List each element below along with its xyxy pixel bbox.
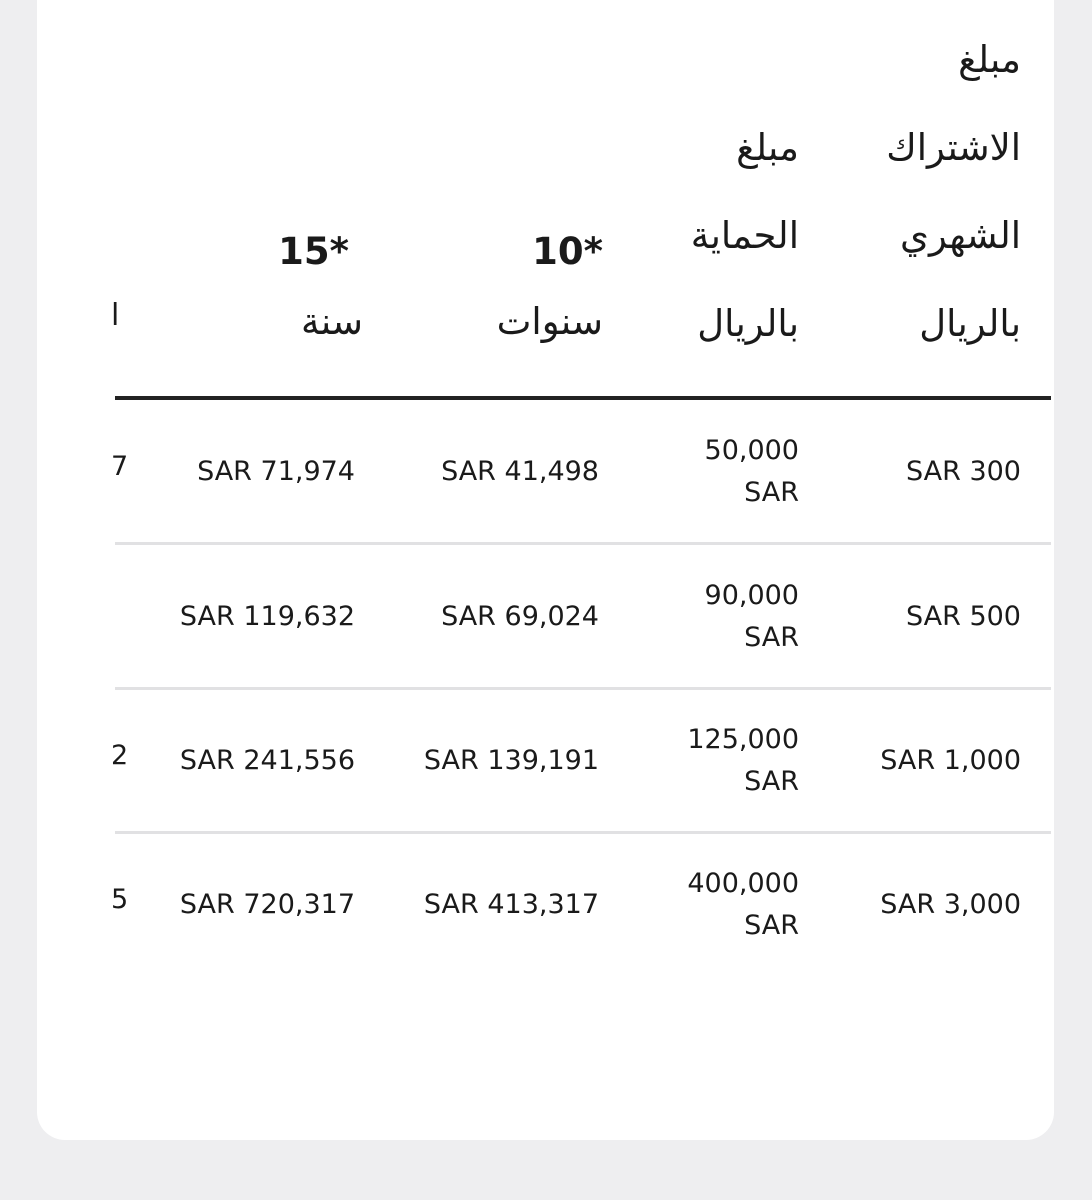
- header-protection-line-3: بالريال: [697, 302, 799, 345]
- row-monthly-cell: SAR 300: [906, 456, 1021, 487]
- row-divider: [115, 542, 1051, 545]
- header-fifteen-years-number: 15*: [278, 230, 349, 273]
- row-monthly-cell: SAR 3,000: [880, 889, 1021, 920]
- row-protection-currency: SAR: [744, 910, 799, 941]
- row-protection-currency: SAR: [744, 477, 799, 508]
- row-protection-cell: [649, 719, 799, 803]
- header-ten-years-number: 10*: [532, 230, 603, 273]
- header-fifteen-years-word: سنة: [300, 300, 363, 343]
- row-monthly-cell: SAR 1,000: [880, 745, 1021, 776]
- row-protection-cell: [649, 430, 799, 514]
- row-protection-cell: [649, 575, 799, 659]
- comparison-table[interactable]: [111, 0, 1051, 1060]
- header-protection-line-2: الحماية: [690, 214, 799, 257]
- table-card: [37, 0, 1054, 1140]
- row-protection-currency: SAR: [744, 766, 799, 797]
- header-protection-amount: [619, 104, 799, 368]
- row-ten-years-cell: SAR 413,317: [423, 889, 599, 920]
- row-protection-cell: [649, 863, 799, 947]
- header-monthly-line-2: الاشتراك: [886, 126, 1021, 169]
- row-monthly-cell: SAR 500: [906, 601, 1021, 632]
- header-monthly-line-3: الشهري: [900, 214, 1021, 257]
- row-protection-amount: 125,000: [687, 724, 799, 755]
- row-divider: [115, 687, 1051, 690]
- row-divider: [115, 831, 1051, 834]
- header-monthly-amount: [821, 16, 1021, 368]
- row-ten-years-cell: SAR 41,498: [441, 456, 599, 487]
- row-fifteen-years-cell: SAR 71,974: [197, 456, 355, 487]
- header-monthly-line-4: بالريال: [919, 302, 1021, 345]
- row-ten-years-cell: SAR 139,191: [423, 745, 599, 776]
- row-protection-amount: 400,000: [687, 868, 799, 899]
- row-fifteen-years-cell: SAR 119,632: [179, 601, 355, 632]
- row-cut-off-value: 2: [111, 740, 129, 771]
- header-ten-years-word: سنوات: [496, 300, 603, 343]
- row-fifteen-years-cell: SAR 241,556: [179, 745, 355, 776]
- header-cut-off-fragment: ا: [111, 298, 120, 333]
- row-fifteen-years-cell: SAR 720,317: [179, 889, 355, 920]
- row-ten-years-cell: SAR 69,024: [441, 601, 599, 632]
- row-protection-currency: SAR: [744, 622, 799, 653]
- header-bottom-border: [115, 396, 1051, 400]
- row-protection-amount: 50,000: [704, 435, 799, 466]
- header-monthly-line-1: مبلغ: [958, 38, 1021, 81]
- header-protection-line-1: مبلغ: [736, 126, 799, 169]
- row-cut-off-value: 5: [111, 884, 129, 915]
- row-protection-amount: 90,000: [704, 580, 799, 611]
- row-cut-off-value: 7: [111, 451, 129, 482]
